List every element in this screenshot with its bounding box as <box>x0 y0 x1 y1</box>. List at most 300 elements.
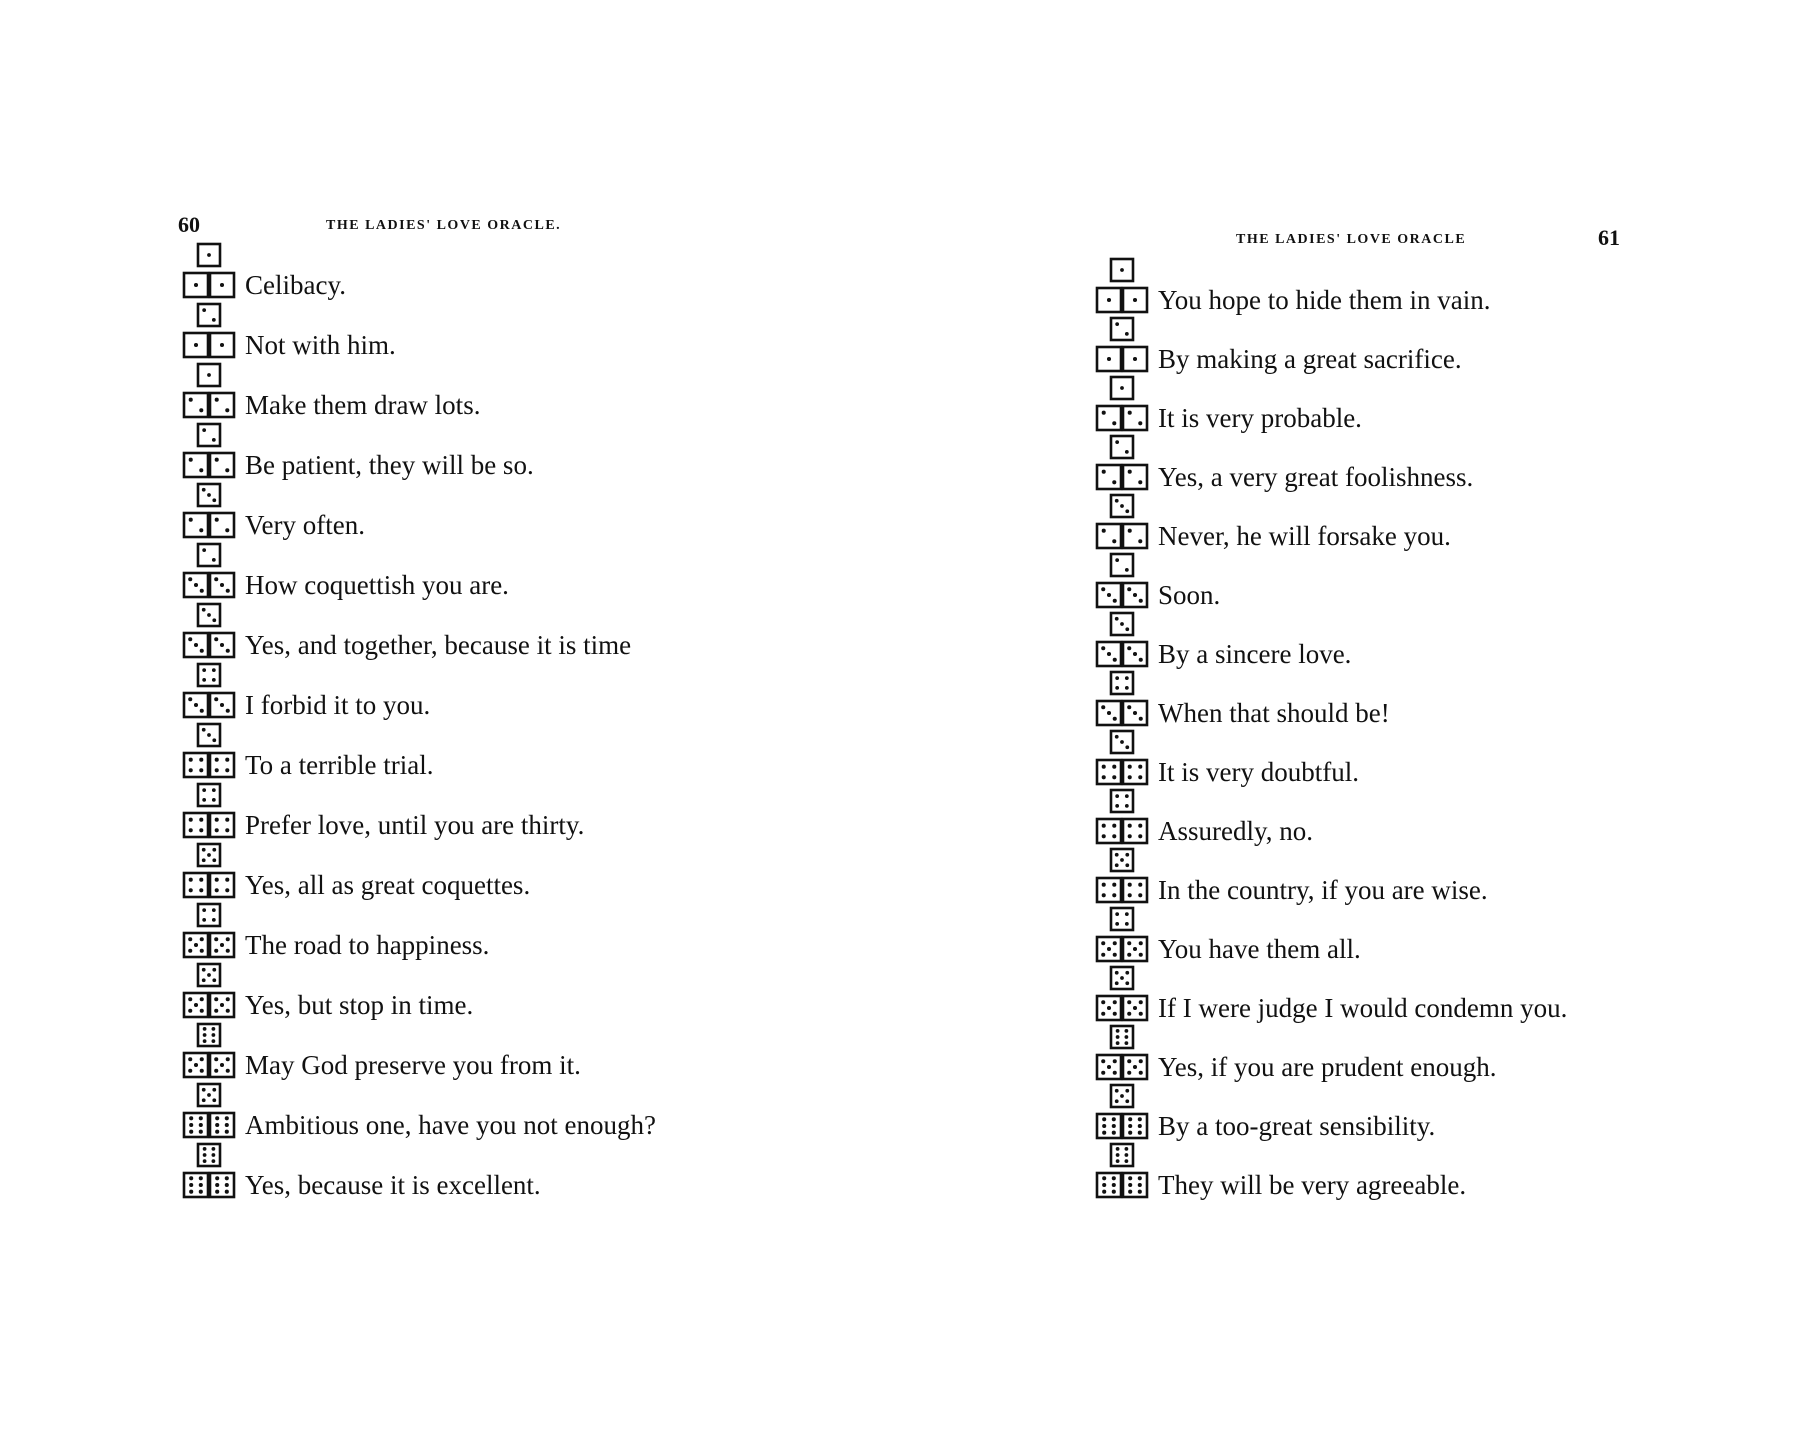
die-pip <box>1125 686 1129 690</box>
die-pip <box>202 1088 206 1092</box>
die-pip <box>1101 1071 1105 1075</box>
die-pip <box>1125 627 1129 631</box>
die-pip <box>1125 794 1129 798</box>
die-pip <box>226 589 230 593</box>
die-pip <box>1102 883 1106 887</box>
die-pip <box>1138 1183 1142 1187</box>
die-pip <box>1128 529 1132 533</box>
die-pip <box>215 818 219 822</box>
die-pip <box>1138 1190 1142 1194</box>
die-face <box>1111 672 1133 694</box>
die-pip <box>1128 411 1132 415</box>
die-pip <box>1125 922 1129 926</box>
die-pip <box>199 828 203 832</box>
die-pip <box>212 438 216 442</box>
die-pip <box>188 949 192 953</box>
die-face <box>1111 908 1133 930</box>
die-pip <box>1101 1059 1105 1063</box>
dice-stack-icon <box>1095 786 1151 846</box>
die-pip <box>212 848 216 852</box>
die-pip <box>202 788 206 792</box>
oracle-answer-text: How coquettish you are. <box>245 570 509 600</box>
oracle-answer-text: Celibacy. <box>245 270 346 300</box>
die-pip <box>189 1116 193 1120</box>
dice-stack-icon <box>182 840 238 900</box>
die-pip <box>1102 1190 1106 1194</box>
die-pip <box>1116 1153 1120 1157</box>
die-pip <box>1120 858 1124 862</box>
die-pip <box>1107 652 1111 656</box>
oracle-answer-text: It is very doubtful. <box>1158 757 1359 787</box>
die-pip <box>1127 705 1131 709</box>
die-pip <box>1113 599 1117 603</box>
dice-stack-icon <box>182 300 238 360</box>
die-pip <box>1125 981 1129 985</box>
oracle-answer-text: They will be very agreeable. <box>1158 1170 1467 1200</box>
die-pip <box>1120 504 1124 508</box>
die-face <box>198 424 220 446</box>
die-pip <box>1125 912 1129 916</box>
die-pip <box>1127 1059 1131 1063</box>
die-pip <box>1102 411 1106 415</box>
die-pip <box>1113 658 1117 662</box>
die-pip <box>189 518 193 522</box>
die-pip <box>1107 593 1111 597</box>
die-pip <box>215 1176 219 1180</box>
die-pip <box>1128 834 1132 838</box>
die-pip <box>1101 587 1105 591</box>
die-face <box>1097 878 1121 902</box>
die-pip <box>1133 711 1137 715</box>
die-pip <box>1125 1153 1129 1157</box>
die-pip <box>225 1123 229 1127</box>
die-pip <box>1139 953 1143 957</box>
die-face <box>1123 760 1147 784</box>
oracle-answer-text: I forbid it to you. <box>245 690 431 720</box>
die-face <box>1123 406 1147 430</box>
die-pip <box>194 583 198 587</box>
die-pip <box>207 853 211 857</box>
die-pip <box>202 488 206 492</box>
die-pip <box>1116 1041 1120 1045</box>
die-pip <box>199 1130 203 1134</box>
die-pip <box>220 343 224 347</box>
die-face <box>210 753 234 777</box>
die-pip <box>189 878 193 882</box>
die-pip <box>1125 1099 1129 1103</box>
die-pip <box>1127 1000 1131 1004</box>
die-pip <box>1138 765 1142 769</box>
die-pip <box>1133 1006 1137 1010</box>
die-pip <box>189 458 193 462</box>
die-pip <box>1112 765 1116 769</box>
die-pip <box>1139 1059 1143 1063</box>
die-pip <box>200 1009 204 1013</box>
die-face <box>1111 1026 1133 1048</box>
die-face <box>184 393 208 417</box>
die-pip <box>199 768 203 772</box>
die-pip <box>1128 765 1132 769</box>
die-pip <box>1113 1000 1117 1004</box>
die-pip <box>1115 853 1119 857</box>
die-pip <box>188 1009 192 1013</box>
die-pip <box>212 1027 216 1031</box>
die-pip <box>207 733 211 737</box>
die-pip <box>1115 1099 1119 1103</box>
die-pip <box>226 649 230 653</box>
die-pip <box>214 1069 218 1073</box>
die-pip <box>225 818 229 822</box>
die-pip <box>1102 834 1106 838</box>
page-number: 61 <box>1598 225 1620 250</box>
die-face <box>210 513 234 537</box>
die-pip <box>207 493 211 497</box>
die-pip <box>212 1033 216 1037</box>
die-pip <box>1101 646 1105 650</box>
die-face <box>210 1173 234 1197</box>
oracle-answer-text: Yes, if you are prudent enough. <box>1158 1052 1497 1082</box>
die-pip <box>1133 298 1137 302</box>
die-pip <box>1120 1094 1124 1098</box>
die-pip <box>1128 775 1132 779</box>
die-pip <box>189 828 193 832</box>
die-pip <box>1125 863 1129 867</box>
oracle-answer-text: By a sincere love. <box>1158 639 1352 669</box>
die-pip <box>1115 686 1119 690</box>
dice-stack-icon <box>182 240 238 300</box>
die-pip <box>189 888 193 892</box>
oracle-answer-text: It is very probable. <box>1158 403 1362 433</box>
die-pip <box>1138 480 1142 484</box>
die-pip <box>188 1069 192 1073</box>
die-pip <box>220 703 224 707</box>
die-pip <box>225 528 229 532</box>
oracle-answer-text: When that should be! <box>1158 698 1390 728</box>
die-pip <box>1120 268 1124 272</box>
die-pip <box>215 518 219 522</box>
die-pip <box>226 1009 230 1013</box>
die-face <box>198 1024 220 1046</box>
die-pip <box>212 678 216 682</box>
die-pip <box>1112 421 1116 425</box>
die-face <box>1123 465 1147 489</box>
die-pip <box>189 1123 193 1127</box>
die-pip <box>202 728 206 732</box>
die-pip <box>1107 298 1111 302</box>
oracle-answer-text: You hope to hide them in vain. <box>1158 285 1491 315</box>
die-pip <box>226 949 230 953</box>
die-pip <box>194 643 198 647</box>
die-face <box>184 873 208 897</box>
oracle-answer-text: The road to happiness. <box>245 930 490 960</box>
die-pip <box>1116 1029 1120 1033</box>
die-pip <box>225 1190 229 1194</box>
die-pip <box>215 758 219 762</box>
die-pip <box>1127 646 1131 650</box>
oracle-answer-text: Be patient, they will be so. <box>245 450 534 480</box>
die-pip <box>202 668 206 672</box>
die-pip <box>1128 1183 1132 1187</box>
die-pip <box>1112 883 1116 887</box>
die-pip <box>1102 824 1106 828</box>
die-pip <box>212 318 216 322</box>
die-pip <box>1138 834 1142 838</box>
dice-stack-icon <box>182 600 238 660</box>
die-pip <box>225 828 229 832</box>
die-pip <box>220 643 224 647</box>
die-pip <box>1125 509 1129 513</box>
die-pip <box>1127 941 1131 945</box>
dice-stack-icon <box>182 360 238 420</box>
die-pip <box>189 1130 193 1134</box>
die-pip <box>1101 1012 1105 1016</box>
die-pip <box>214 1009 218 1013</box>
die-pip <box>1115 676 1119 680</box>
die-pip <box>1139 1012 1143 1016</box>
die-pip <box>199 1183 203 1187</box>
die-pip <box>220 283 224 287</box>
die-pip <box>212 738 216 742</box>
die-pip <box>1113 717 1117 721</box>
die-pip <box>1125 1159 1129 1163</box>
dice-stack-icon <box>1095 373 1151 433</box>
die-pip <box>212 978 216 982</box>
die-pip <box>207 1093 211 1097</box>
die-pip <box>226 1069 230 1073</box>
die-pip <box>225 408 229 412</box>
die-pip <box>189 398 193 402</box>
die-pip <box>212 1039 216 1043</box>
die-pip <box>1128 1124 1132 1128</box>
die-pip <box>199 1116 203 1120</box>
die-pip <box>1133 652 1137 656</box>
die-pip <box>1128 1117 1132 1121</box>
dice-stack-icon <box>182 960 238 1020</box>
die-pip <box>1107 947 1111 951</box>
die-pip <box>1107 711 1111 715</box>
die-pip <box>1102 1124 1106 1128</box>
die-pip <box>189 1176 193 1180</box>
die-pip <box>1115 322 1119 326</box>
oracle-answer-text: Not with him. <box>245 330 396 360</box>
running-head: THE LADIES' LOVE ORACLE <box>1236 232 1467 247</box>
die-pip <box>200 1057 204 1061</box>
die-pip <box>1125 804 1129 808</box>
die-pip <box>1112 824 1116 828</box>
die-pip <box>1127 1012 1131 1016</box>
die-pip <box>199 758 203 762</box>
die-pip <box>199 468 203 472</box>
die-pip <box>214 997 218 1001</box>
die-pip <box>207 253 211 257</box>
die-pip <box>1112 893 1116 897</box>
die-pip <box>1115 1089 1119 1093</box>
dice-stack-icon <box>1095 1140 1151 1200</box>
die-pip <box>1102 775 1106 779</box>
die-pip <box>1101 953 1105 957</box>
die-pip <box>1125 1041 1129 1045</box>
die-pip <box>1107 1065 1111 1069</box>
die-face <box>184 453 208 477</box>
die-pip <box>214 637 218 641</box>
die-pip <box>1101 1000 1105 1004</box>
die-pip <box>188 637 192 641</box>
die-pip <box>1138 1176 1142 1180</box>
die-pip <box>1125 971 1129 975</box>
die-pip <box>1128 1190 1132 1194</box>
die-face <box>1097 1173 1121 1197</box>
die-pip <box>1120 386 1124 390</box>
die-pip <box>1112 834 1116 838</box>
die-pip <box>188 937 192 941</box>
die-pip <box>1133 593 1137 597</box>
die-pip <box>1113 953 1117 957</box>
die-pip <box>226 937 230 941</box>
die-pip <box>1112 1183 1116 1187</box>
die-pip <box>189 768 193 772</box>
dice-stack-icon <box>182 720 238 780</box>
die-pip <box>1127 587 1131 591</box>
dice-stack-icon <box>182 780 238 840</box>
die-face <box>198 1144 220 1166</box>
oracle-answer-text: To a terrible trial. <box>245 750 434 780</box>
die-pip <box>199 528 203 532</box>
die-face <box>184 753 208 777</box>
dice-stack-icon <box>1095 668 1151 728</box>
die-pip <box>194 703 198 707</box>
die-pip <box>203 1159 207 1163</box>
die-pip <box>1139 941 1143 945</box>
die-pip <box>226 1057 230 1061</box>
dice-stack-icon <box>1095 314 1151 374</box>
die-pip <box>1113 941 1117 945</box>
dice-stack-icon <box>1095 550 1151 610</box>
die-pip <box>1115 804 1119 808</box>
die-face <box>210 393 234 417</box>
die-pip <box>1128 824 1132 828</box>
die-pip <box>225 1176 229 1180</box>
dice-stack-icon <box>1095 609 1151 669</box>
die-face <box>210 873 234 897</box>
die-pip <box>1138 1131 1142 1135</box>
die-pip <box>1125 1029 1129 1033</box>
die-pip <box>1139 717 1143 721</box>
die-pip <box>215 768 219 772</box>
die-pip <box>225 888 229 892</box>
die-pip <box>215 1183 219 1187</box>
die-pip <box>1139 658 1143 662</box>
die-pip <box>1133 1065 1137 1069</box>
dice-stack-icon <box>182 420 238 480</box>
oracle-answer-text: Ambitious one, have you not enough? <box>245 1110 656 1140</box>
die-pip <box>220 943 224 947</box>
die-pip <box>1125 745 1129 749</box>
die-pip <box>214 937 218 941</box>
die-pip <box>1115 981 1119 985</box>
die-pip <box>194 283 198 287</box>
die-pip <box>1102 765 1106 769</box>
die-pip <box>225 1116 229 1120</box>
die-pip <box>225 468 229 472</box>
die-pip <box>202 908 206 912</box>
die-pip <box>194 1003 198 1007</box>
oracle-answer-text: You have them all. <box>1158 934 1361 964</box>
right-page <box>900 0 1800 1440</box>
die-pip <box>1139 599 1143 603</box>
die-pip <box>1125 676 1129 680</box>
die-pip <box>1102 1176 1106 1180</box>
die-pip <box>189 1190 193 1194</box>
dice-stack-icon <box>1095 963 1151 1023</box>
die-pip <box>1128 1131 1132 1135</box>
oracle-answer-text: Prefer love, until you are thirty. <box>245 810 585 840</box>
die-pip <box>215 1130 219 1134</box>
die-pip <box>194 1063 198 1067</box>
die-face <box>1111 554 1133 576</box>
die-pip <box>226 709 230 713</box>
die-pip <box>215 828 219 832</box>
die-pip <box>188 997 192 1001</box>
die-pip <box>202 798 206 802</box>
die-pip <box>1120 622 1124 626</box>
die-pip <box>212 1147 216 1151</box>
die-face <box>1111 790 1133 812</box>
die-pip <box>1116 1159 1120 1163</box>
die-pip <box>199 1123 203 1127</box>
die-pip <box>1138 1117 1142 1121</box>
die-pip <box>1125 853 1129 857</box>
oracle-answer-text: In the country, if you are wise. <box>1158 875 1488 905</box>
dice-stack-icon <box>1095 1081 1151 1141</box>
die-face <box>184 1113 208 1137</box>
die-pip <box>212 618 216 622</box>
die-pip <box>1125 1089 1129 1093</box>
oracle-answer-text: Yes, but stop in time. <box>245 990 474 1020</box>
die-pip <box>212 558 216 562</box>
oracle-answer-text: Very often. <box>245 510 365 540</box>
die-face <box>1123 1173 1147 1197</box>
die-pip <box>189 818 193 822</box>
die-pip <box>202 308 206 312</box>
oracle-answer-text: Yes, because it is excellent. <box>245 1170 541 1200</box>
oracle-answer-text: Never, he will forsake you. <box>1158 521 1451 551</box>
die-pip <box>1101 705 1105 709</box>
page-number: 60 <box>178 212 200 237</box>
die-face <box>210 453 234 477</box>
die-pip <box>212 798 216 802</box>
die-pip <box>1112 1190 1116 1194</box>
die-face <box>1097 524 1121 548</box>
die-pip <box>1115 735 1119 739</box>
die-pip <box>1102 893 1106 897</box>
die-face <box>184 513 208 537</box>
die-face <box>198 784 220 806</box>
die-pip <box>1107 1006 1111 1010</box>
die-pip <box>1120 740 1124 744</box>
die-pip <box>1112 1124 1116 1128</box>
dice-stack-icon <box>182 1080 238 1140</box>
die-pip <box>212 908 216 912</box>
die-pip <box>226 997 230 1001</box>
die-pip <box>203 1027 207 1031</box>
die-pip <box>212 968 216 972</box>
die-pip <box>212 668 216 672</box>
die-pip <box>1112 1176 1116 1180</box>
die-pip <box>220 1063 224 1067</box>
die-pip <box>212 498 216 502</box>
die-pip <box>1125 332 1129 336</box>
dice-stack-icon <box>182 1140 238 1200</box>
